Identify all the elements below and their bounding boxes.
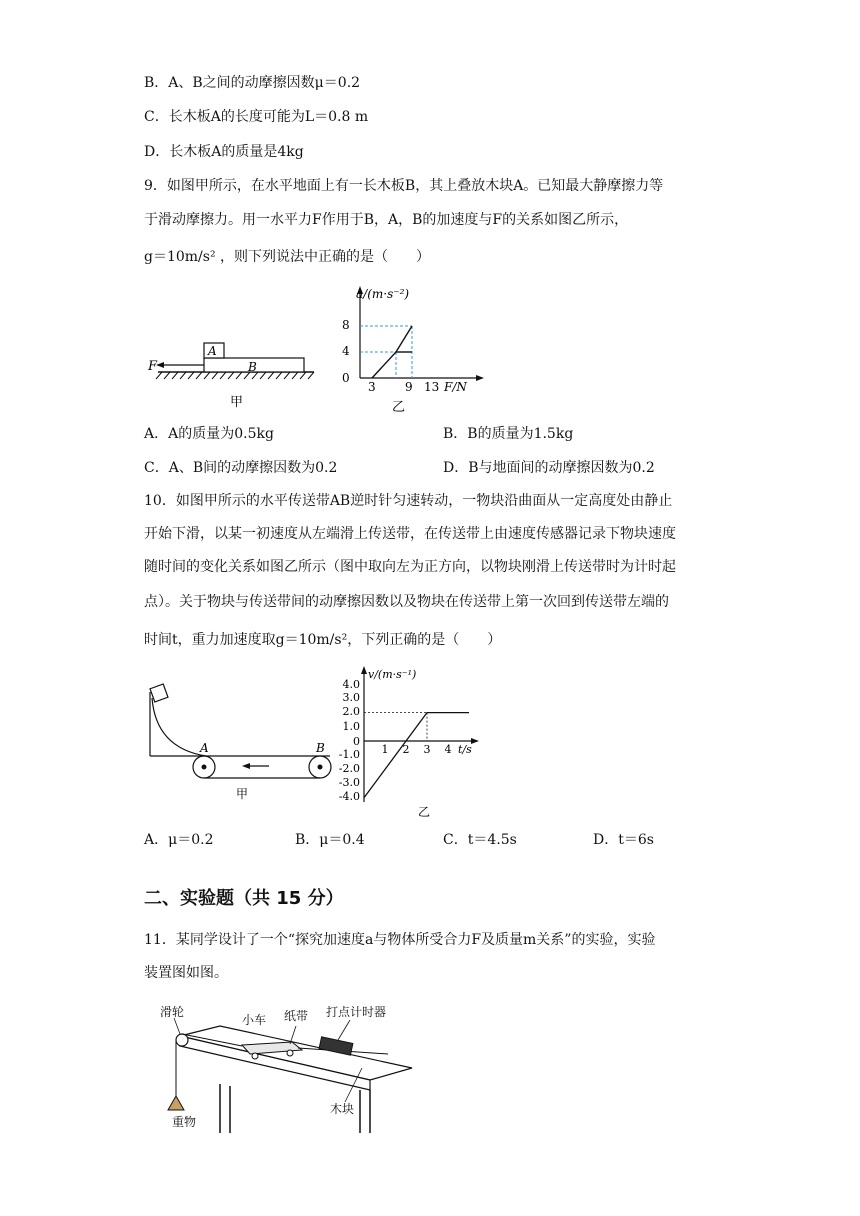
- q10-stem-line1: 10．如图甲所示的水平传送带AB逆时针匀速转动，一物块沿曲面从一定高度处由静止: [144, 493, 673, 509]
- vt-ytick-0: 0: [353, 735, 360, 748]
- label-pulley: 滑轮: [160, 1005, 185, 1019]
- q9-option-d: D．B与地面间的动摩擦因数为0.2: [443, 460, 655, 476]
- q9-option-c: C．A、B间的动摩擦因数为0.2: [144, 460, 338, 476]
- q8-option-c: C．长木板A的长度可能为L＝0.8 m: [144, 109, 369, 125]
- q10-stem-line4: 点）。关于物块与传送带间的动摩擦因数以及物块在传送带上第一次回到传送带左端的: [144, 594, 669, 610]
- caption-yi10: 乙: [418, 805, 431, 819]
- q11-apparatus-figure: [160, 998, 420, 1138]
- q10-option-a: A．μ＝0.2: [144, 832, 214, 848]
- label-cart: 小车: [242, 1013, 267, 1027]
- yi-ylabel: a/(m·s⁻²): [356, 287, 410, 301]
- vt-xlabel: t/s: [458, 743, 472, 756]
- q9-stem-line2: 于滑动摩擦力。用一水平力F作用于B，A，B的加速度与F的关系如图乙所示，: [144, 212, 629, 228]
- q10-option-c: C．t＝4.5s: [443, 832, 517, 848]
- yi-xtick-9: 9: [405, 380, 413, 394]
- section-title: 二、实验题（共 15 分）: [144, 888, 344, 909]
- vt-ytick-1: 1.0: [342, 720, 360, 733]
- label-b: B: [248, 360, 257, 374]
- label-a: A: [208, 344, 217, 358]
- q9-figure-jia: [144, 330, 324, 415]
- vt-ytick-m1: -1.0: [338, 748, 360, 761]
- q10-stem-line3: 随时间的变化关系如图乙所示（图中取向左为正方向，以物块刚滑上传送带时为计时起: [144, 559, 676, 575]
- yi-origin: 0: [342, 371, 350, 385]
- label-a10: A: [200, 741, 209, 755]
- yi-xlabel: F/N: [444, 380, 467, 394]
- q10-option-b: B．μ＝0.4: [295, 832, 365, 848]
- vt-xtick-2: 2: [402, 743, 410, 756]
- q9-figure-yi: [330, 280, 490, 418]
- q8-option-d: D．长木板A的质量是4kg: [144, 144, 304, 160]
- vt-ytick-m2: -2.0: [338, 762, 360, 775]
- vt-ytick-2: 2.0: [342, 705, 360, 718]
- q11-stem-line1: 11．某同学设计了一个“探究加速度a与物体所受合力F及质量m关系”的实验，实验: [144, 932, 656, 948]
- q9-option-b: B．B的质量为1.5kg: [443, 426, 574, 442]
- pulley: [176, 1034, 188, 1046]
- caption-yi: 乙: [392, 400, 406, 415]
- caption-jia10: 甲: [236, 787, 249, 801]
- q9-stem-line3: g＝10m/s² ，则下列说法中正确的是（ ）: [144, 249, 431, 265]
- label-tape: 纸带: [284, 1009, 309, 1023]
- weight: [168, 1096, 184, 1110]
- vt-series: [364, 713, 469, 798]
- yi-xtick-3: 3: [368, 380, 376, 394]
- vt-xtick-3: 3: [423, 743, 431, 756]
- q10-stem-line2: 开始下滑，以某一初速度从左端滑上传送带，在传送带上由速度传感器记录下物块速度: [144, 526, 676, 542]
- vt-xtick-1: 1: [381, 743, 389, 756]
- vt-ytick-m4: -4.0: [338, 790, 360, 803]
- vt-xtick-4: 4: [444, 743, 452, 756]
- label-f: F: [148, 359, 158, 374]
- q10-stem-line5: 时间t，重力加速度取g＝10m/s²，下列正确的是（ ）: [144, 632, 502, 648]
- vt-ytick-3: 3.0: [342, 691, 360, 704]
- sliding-block: [150, 684, 168, 702]
- q8-option-b: B．A、B之间的动摩擦因数μ＝0.2: [144, 75, 361, 91]
- label-timer: 打点计时器: [326, 1005, 387, 1019]
- q10-figure-yi: [330, 660, 500, 820]
- vt-ytick-m3: -3.0: [338, 776, 360, 789]
- vt-ytick-4: 4.0: [342, 678, 360, 691]
- label-weight: 重物: [172, 1115, 197, 1129]
- q9-stem-line1: 9．如图甲所示，在水平地面上有一长木板B，其上叠放木块A。已知最大静摩擦力等: [144, 178, 664, 194]
- yi-ytick-4: 4: [342, 344, 350, 358]
- vt-ylabel: v/(m·s⁻¹): [368, 668, 417, 681]
- yi-ytick-8: 8: [342, 318, 350, 332]
- label-b10: B: [316, 741, 325, 755]
- q9-option-a: A．A的质量为0.5kg: [144, 426, 274, 442]
- q10-figure-jia: [144, 680, 344, 805]
- caption-jia: 甲: [230, 395, 244, 410]
- yi-xtick-13: 13: [424, 380, 440, 394]
- q11-stem-line2: 装置图如图。: [144, 965, 228, 981]
- q10-option-d: D．t＝6s: [593, 832, 654, 848]
- label-block: 木块: [330, 1102, 355, 1116]
